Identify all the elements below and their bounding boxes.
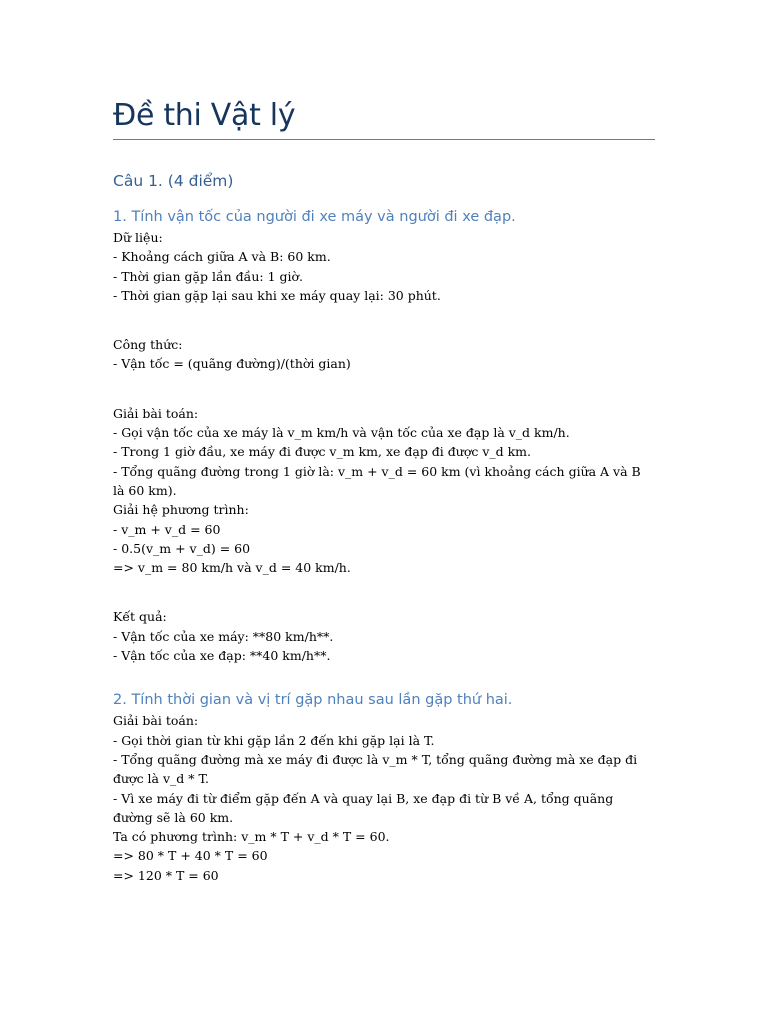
part1-solution-block	[113, 404, 655, 578]
data-line: - Thời gian gặp lần đầu: 1 giờ.	[113, 268, 303, 284]
document-title: Đề thi Vật lý	[113, 98, 296, 133]
part1-formula-block	[113, 335, 655, 374]
equation-label: Giải hệ phương trình:	[113, 502, 249, 518]
equation-line: - v_m + v_d = 60	[113, 521, 221, 537]
part2-heading: 2. Tính thời gian và vị trí gặp nhau sau lần gặp thứ hai.	[113, 692, 513, 709]
solution-line: - Gọi thời gian từ khi gặp lần 2 đến khi gặp lại là T.	[113, 732, 435, 748]
solution-label: Giải bài toán:	[113, 713, 199, 729]
equation-line: => 120 * T = 60	[113, 867, 219, 883]
question-heading: Câu 1. (4 điểm)	[113, 172, 234, 190]
equation-line: => v_m = 80 km/h và v_d = 40 km/h.	[113, 560, 351, 576]
result-label: Kết quả:	[113, 609, 167, 625]
solution-line: - Gọi vận tốc của xe máy là v_m km/h và vận tốc của xe đạp là v_d km/h.	[113, 425, 570, 441]
part1-heading: 1. Tính vận tốc của người đi xe máy và người đi xe đạp.	[113, 209, 516, 225]
equation-line: Ta có phương trình: v_m * T + v_d * T = 60.	[113, 829, 390, 845]
solution-line: - Tổng quãng đường mà xe máy đi được là v_m * T, tổng quãng đường mà xe đạp đi được là v_d * T.	[113, 751, 638, 787]
equation-line: - 0.5(v_m + v_d) = 60	[113, 540, 251, 556]
part1-data-block	[113, 228, 655, 305]
result-line: - Vận tốc của xe máy: **80 km/h**.	[113, 628, 334, 644]
title-underline	[113, 139, 655, 140]
result-line: - Vận tốc của xe đạp: **40 km/h**.	[113, 648, 331, 664]
formula-line: - Vận tốc = (quãng đường)/(thời gian)	[113, 356, 351, 372]
document-page	[113, 0, 655, 885]
solution-line: - Trong 1 giờ đầu, xe máy đi được v_m km, xe đạp đi được v_d km.	[113, 444, 532, 460]
part2-solution-block	[113, 711, 655, 885]
equation-line: => 80 * T + 40 * T = 60	[113, 848, 268, 864]
solution-label: Giải bài toán:	[113, 405, 199, 421]
part1-result-block	[113, 607, 655, 665]
solution-line: - Vì xe máy đi từ điểm gặp đến A và quay lại B, xe đạp đi từ B về A, tổng quãng đường sẽ là 60 km.	[113, 790, 614, 825]
data-line: - Thời gian gặp lại sau khi xe máy quay lại: 30 phút.	[113, 287, 441, 303]
solution-line: - Tổng quãng đường trong 1 giờ là: v_m + v_d = 60 km (vì khoảng cách giữa A và B là 60 km).	[113, 463, 641, 498]
formula-label: Công thức:	[113, 337, 183, 353]
data-line: - Khoảng cách giữa A và B: 60 km.	[113, 249, 331, 265]
data-label: Dữ liệu:	[113, 230, 163, 245]
